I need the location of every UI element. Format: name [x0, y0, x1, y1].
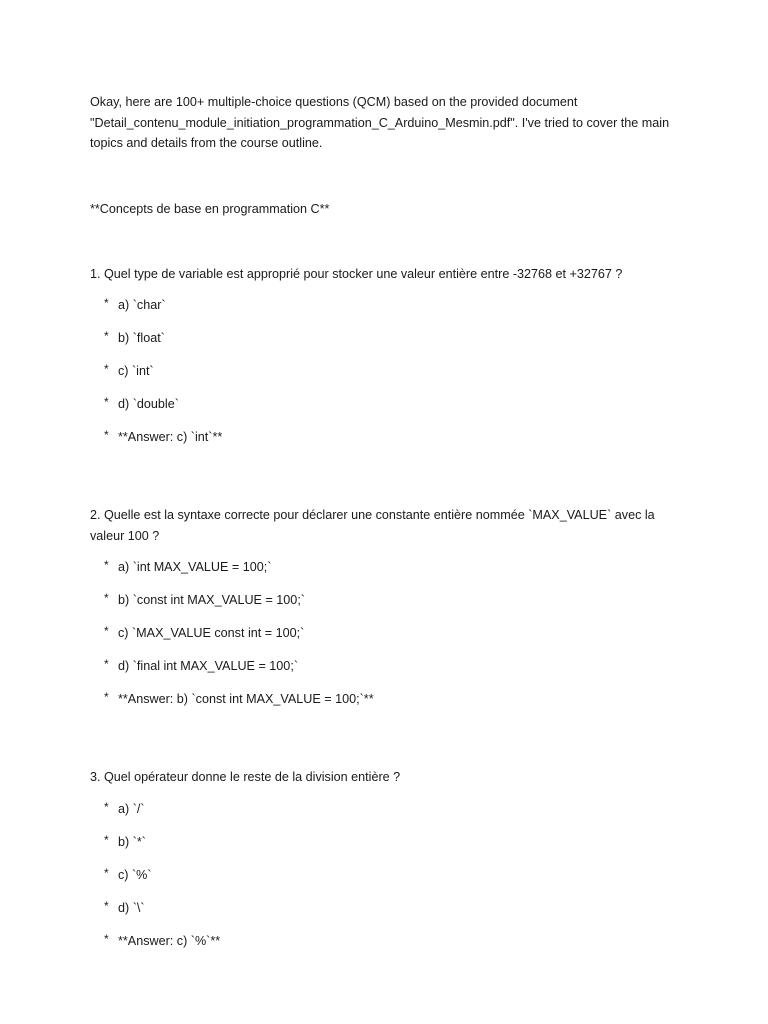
question-text: 3. Quel opérateur donne le reste de la division entière ? [90, 770, 401, 784]
bullet-icon: * [104, 832, 109, 847]
option-d [90, 656, 680, 689]
option-text: a) `int MAX_VALUE = 100;` [118, 560, 272, 574]
option-d [90, 394, 680, 427]
bullet-icon: * [104, 296, 109, 310]
answer-line [90, 427, 680, 460]
option-b [90, 590, 680, 623]
option-c [90, 623, 680, 656]
option-text: d) `final int MAX_VALUE = 100;` [118, 659, 299, 673]
question-text: 2. Quelle est la syntaxe correcte pour déclarer une constante entière nommée `MAX_VALUE` avec la valeur 100 ? [90, 508, 655, 543]
answer-line [90, 689, 680, 722]
bullet-icon: * [104, 591, 109, 605]
option-a [90, 295, 680, 328]
answer-line [90, 931, 680, 964]
bullet-icon: * [104, 624, 109, 638]
document-page [90, 92, 680, 964]
bullet-icon: * [104, 865, 109, 880]
option-b [90, 832, 680, 865]
option-list [90, 295, 680, 460]
option-d [90, 898, 680, 931]
option-text: d) `double` [118, 397, 179, 411]
option-text: c) `MAX_VALUE const int = 100;` [118, 626, 305, 640]
bullet-icon: * [104, 931, 109, 946]
bullet-icon: * [104, 329, 109, 343]
bullet-icon: * [104, 657, 109, 671]
bullet-icon: * [104, 428, 109, 442]
option-c [90, 361, 680, 394]
option-text: c) `%` [118, 867, 152, 882]
option-list [90, 557, 680, 722]
bullet-icon: * [104, 898, 109, 913]
option-text: d) `\` [118, 900, 145, 915]
question-1 [90, 264, 680, 461]
option-list [90, 799, 680, 964]
option-text: a) `char` [118, 298, 166, 312]
answer-text: **Answer: c) `int`** [118, 430, 223, 444]
question-3 [90, 767, 680, 964]
bullet-icon: * [104, 395, 109, 409]
section-heading: **Concepts de base en programmation C** [90, 201, 330, 216]
option-text: b) `float` [118, 331, 165, 345]
bullet-icon: * [104, 362, 109, 376]
bullet-icon: * [104, 799, 109, 814]
question-text: 1. Quel type de variable est approprié pour stocker une valeur entière entre -32768 et +32767 ? [90, 266, 623, 281]
option-c [90, 865, 680, 898]
answer-text: **Answer: c) `%`** [118, 933, 221, 948]
answer-text: **Answer: b) `const int MAX_VALUE = 100;`** [118, 692, 374, 706]
bullet-icon: * [104, 558, 109, 572]
bullet-icon: * [104, 690, 109, 704]
option-text: a) `/` [118, 801, 145, 816]
option-text: b) `*` [118, 834, 146, 849]
intro-paragraph: Okay, here are 100+ multiple-choice questions (QCM) based on the provided document "Detail_contenu_module_initiation_programmation_C_Arduino_Mesmin.pdf". I've tried to cover the main topics and details from the course outline. [90, 95, 670, 150]
option-text: b) `const int MAX_VALUE = 100;` [118, 593, 306, 607]
option-a [90, 557, 680, 590]
option-a [90, 799, 680, 832]
option-text: c) `int` [118, 364, 154, 378]
option-b [90, 328, 680, 361]
question-2 [90, 505, 680, 722]
